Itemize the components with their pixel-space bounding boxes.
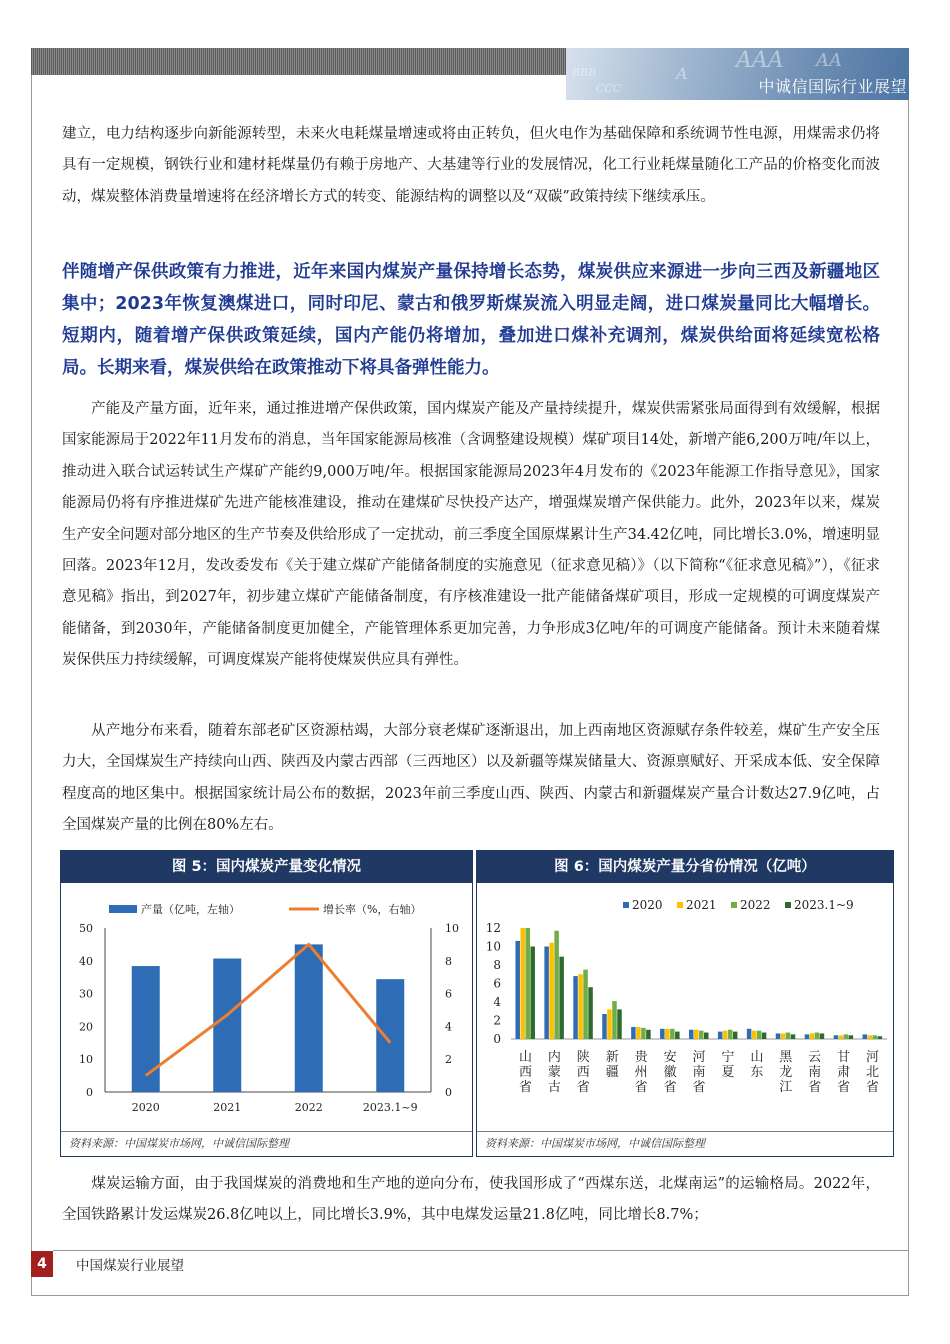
chart-6-bar — [573, 976, 578, 1039]
chart-6-legend-swatch — [623, 902, 629, 908]
chart-5-right-tick-label: 8 — [445, 954, 452, 968]
header-ghost-letter: AA — [816, 50, 842, 71]
chart-5-right-tick-label: 0 — [445, 1086, 452, 1099]
chart-6-bar — [675, 1032, 680, 1039]
chart-5-x-tick-label: 2020 — [131, 1101, 160, 1114]
chart-5-panel — [60, 850, 473, 1157]
chart-6-bar — [810, 1033, 815, 1039]
chart-6-y-tick-label: 6 — [493, 976, 501, 991]
chart-5-left-tick-label: 0 — [86, 1086, 93, 1099]
chart-6-bar — [583, 970, 588, 1039]
chart-5-bar — [213, 959, 241, 1092]
chart-6-bar — [607, 1009, 612, 1039]
header-ghost-letter: CCC — [596, 82, 622, 95]
chart-5-title: 图 5：国内煤炭产量变化情况 — [61, 851, 472, 883]
chart-5-left-tick-label: 30 — [79, 987, 93, 1001]
header-title: 中诚信国际行业展望 — [758, 77, 907, 96]
chart-6-x-tick-label: 内蒙古 — [547, 1050, 561, 1095]
chart-6-y-tick-label: 2 — [493, 1013, 501, 1028]
chart-6-x-tick-label: 陕西省 — [576, 1050, 590, 1095]
chart-6-bar — [641, 1028, 646, 1039]
chart-6-bar — [665, 1029, 670, 1039]
paragraph-transport-text: 煤炭运输方面，由于我国煤炭的消费地和生产地的逆向分布，使我国形成了“西煤东送，北煤南运”的运输格局。2022年，全国铁路累计发运煤炭26.8亿吨以上，同比增长3.9%，其中电煤发运量21.8亿吨，同比增长8.7%； — [62, 1176, 880, 1224]
paragraph-capacity-text: 产能及产量方面，近年来，通过推进增产保供政策，国内煤炭产能及产量持续提升，煤炭供需紧张局面得到有效缓解，根据国家能源局于2022年11月发布的消息，当年国家能源局核准（含调整建设规模）煤矿项目14处，新增产能6,200万吨/年以上，推动进入联合试运转试生产煤矿产能约9,000万吨/年。根据国家能源局2023年4月发布的《2023年能源工作指导意见》，国家能源局仍将有序推进煤矿先进产能核准建设，推动在建煤矿尽快投产达产，增强煤炭增产保供能力。此外，2023年以来，煤炭生产安全问题对部分地区的生产节奏及供给形成了一定扰动，前三季度全国原煤累计生产34.42亿吨，同比增长3.0%，增速明显回落。2023年12月，发改委发布《关于建立煤矿产能储备制度的实施意见（征求意见稿）》（以下简称“《征求意见稿》”），《征求意见稿》指出，到2027年，初步建立煤矿产能储备制度，有序核准建设一批产能储备煤矿项目，形成一定规模的可调度煤炭产能储备，到2030年，产能储备制度更加健全，产能管理体系更加完善，力争形成3亿吨/年的可调度产能储备。预计未来随着煤炭保供压力持续缓解，可调度煤炭产能将使煤炭供应具有弹性。 — [62, 401, 880, 669]
chart-6-bar — [805, 1034, 810, 1039]
chart-6-bar — [588, 987, 593, 1039]
chart-5-plot — [61, 884, 472, 1131]
chart-6-x-tick-label: 新疆 — [605, 1050, 619, 1080]
chart-6-bar — [786, 1033, 791, 1039]
chart-6-bar — [525, 928, 530, 1039]
chart-6-bar — [631, 1027, 636, 1039]
paragraph-transport — [62, 1169, 880, 1232]
header-ghost-letter: BBB — [572, 66, 597, 79]
chart-5-legend-bar-swatch — [109, 905, 137, 913]
chart-6-x-tick-label: 河北省 — [866, 1050, 880, 1095]
chart-6-bar — [776, 1033, 781, 1039]
chart-6-bar — [530, 947, 535, 1040]
chart-5-x-tick-label: 2022 — [294, 1101, 323, 1114]
chart-6-legend-swatch — [677, 902, 683, 908]
chart-6-bar — [834, 1035, 839, 1039]
chart-6-panel — [476, 850, 894, 1157]
page-number: 4 — [31, 1251, 53, 1277]
highlight-summary: 伴随增产保供政策有力推进，近年来国内煤炭产量保持增长态势，煤炭供应来源进一步向三西及新疆地区集中；2023年恢复澳煤进口，同时印尼、蒙古和俄罗斯煤炭流入明显走阔，进口煤炭量同比大幅增长。短期内，随着增产保供政策延续，国内产能仍将增加，叠加进口煤补充调剂，煤炭供给面将延续宽松格局。长期来看，煤炭供给在政策推动下将具备弹性能力。 — [62, 262, 880, 378]
chart-6-bar — [849, 1035, 854, 1039]
chart-6-x-tick-label: 山西省 — [518, 1050, 532, 1095]
chart-5-x-tick-label: 2023.1~9 — [362, 1101, 418, 1114]
chart-6-legend-label: 2023.1~9 — [794, 898, 854, 912]
chart-6-bar — [781, 1033, 786, 1039]
chart-6-x-tick-label: 河南省 — [692, 1050, 706, 1095]
chart-6-legend-swatch — [785, 902, 791, 908]
chart-6-legend-label: 2022 — [740, 898, 771, 912]
chart-5-right-tick-label: 2 — [445, 1053, 452, 1067]
chart-6-bar — [873, 1035, 878, 1039]
chart-6-bar — [757, 1031, 762, 1039]
chart-5-left-tick-label: 50 — [79, 922, 93, 935]
chart-6-source: 资料来源：中国煤炭市场网，中诚信国际整理 — [477, 1131, 893, 1156]
chart-6-bar — [617, 1009, 622, 1039]
chart-5-x-tick-label: 2021 — [213, 1101, 242, 1114]
chart-6-bar — [844, 1034, 849, 1039]
chart-6-bar — [660, 1029, 665, 1039]
chart-5-growth-line — [146, 944, 391, 1075]
footer-title: 中国煤炭行业展望 — [76, 1258, 184, 1274]
chart-6-x-tick-label: 宁夏 — [721, 1050, 735, 1080]
chart-5-bar — [132, 966, 160, 1092]
chart-6-x-tick-label: 安徽省 — [663, 1050, 677, 1095]
chart-6-bar — [670, 1029, 675, 1039]
chart-6-x-tick-label: 贵州省 — [634, 1050, 648, 1095]
chart-6-bar — [839, 1035, 844, 1039]
chart-6-title: 图 6：国内煤炭产量分省份情况（亿吨） — [477, 851, 893, 883]
chart-6-bar — [578, 974, 583, 1039]
chart-6-bar — [612, 1001, 617, 1039]
chart-5-left-tick-label: 20 — [79, 1020, 93, 1034]
chart-5-source: 资料来源：中国煤炭市场网，中诚信国际整理 — [61, 1131, 472, 1156]
chart-5-left-tick-label: 40 — [79, 954, 93, 968]
chart-6-legend-swatch — [731, 902, 737, 908]
header-banner — [566, 48, 909, 100]
chart-6-x-tick-label: 山东 — [750, 1050, 764, 1080]
chart-6-bar — [791, 1034, 796, 1039]
paragraph-capacity — [62, 394, 880, 677]
header-hatch-bar — [31, 48, 566, 75]
paragraph-distribution — [62, 716, 880, 842]
chart-6-y-tick-label: 10 — [485, 939, 501, 954]
chart-5-left-tick-label: 10 — [79, 1053, 93, 1067]
chart-5-right-tick-label: 6 — [445, 987, 452, 1001]
chart-5-legend-bar-label: 产量（亿吨，左轴） — [141, 903, 240, 916]
chart-6-legend-label: 2020 — [632, 898, 663, 912]
chart-6-bar — [733, 1032, 738, 1039]
chart-6-plot — [477, 884, 893, 1131]
chart-6-bar — [704, 1033, 709, 1039]
paragraph-distribution-text: 从产地分布来看，随着东部老矿区资源枯竭，大部分衰老煤矿逐渐退出，加上西南地区资源赋存条件较差，煤矿生产安全压力大，全国煤炭生产持续向山西、陕西及内蒙古西部（三西地区）以及新疆等煤炭储量大、资源禀赋好、开采成本低、安全保障程度高的地区集中。根据国家统计局公布的数据，2023年前三季度山西、陕西、内蒙古和新疆煤炭产量合计数达27.9亿吨，占全国煤炭产量的比例在80%左右。 — [62, 723, 880, 834]
paragraph-consumption: 建立，电力结构逐步向新能源转型，未来火电耗煤量增速或将由正转负，但火电作为基础保障和系统调节性电源，用煤需求仍将具有一定规模，钢铁行业和建材耗煤量仍有赖于房地产、大基建等行业的发展情况，化工行业耗煤量随化工产品的价格变化而波动，煤炭整体消费量增速将在经济增长方式的转变、能源结构的调整以及“双碳”政策持续下继续承压。 — [62, 126, 880, 205]
chart-6-y-tick-label: 4 — [493, 995, 501, 1009]
chart-6-bar — [559, 957, 564, 1039]
chart-6-y-tick-label: 0 — [493, 1032, 501, 1046]
header-ghost-letter: A — [676, 64, 688, 83]
chart-6-x-tick-label: 甘肃省 — [837, 1050, 851, 1095]
chart-6-y-tick-label: 12 — [485, 921, 501, 935]
chart-6-bar — [815, 1033, 820, 1039]
chart-6-bar — [752, 1031, 757, 1039]
chart-6-y-tick-label: 8 — [493, 958, 501, 972]
chart-6-bar — [868, 1035, 873, 1039]
chart-6-legend-label: 2021 — [686, 898, 717, 912]
chart-6-bar — [762, 1033, 767, 1039]
chart-6-bar — [544, 947, 549, 1040]
chart-6-bar — [646, 1030, 651, 1039]
chart-6-bar — [878, 1036, 883, 1039]
chart-5-right-tick-label: 10 — [445, 922, 459, 935]
chart-6-x-tick-label: 云南省 — [808, 1050, 822, 1095]
chart-6-bar — [723, 1031, 728, 1039]
chart-6-bar — [694, 1030, 699, 1039]
chart-6-bar — [554, 931, 559, 1039]
chart-6-bar — [728, 1030, 733, 1039]
footer-divider — [53, 1250, 909, 1251]
chart-6-bar — [689, 1030, 694, 1039]
chart-6-bar — [515, 941, 520, 1039]
chart-6-x-tick-label: 黑龙江 — [779, 1050, 793, 1095]
chart-5-bar — [376, 979, 404, 1092]
chart-6-bar — [747, 1029, 752, 1039]
chart-5-bar — [295, 944, 323, 1092]
chart-6-bar — [520, 928, 525, 1039]
chart-6-bar — [820, 1033, 825, 1039]
chart-6-bar — [636, 1027, 641, 1039]
chart-6-bar — [602, 1014, 607, 1039]
chart-5-legend-line-label: 增长率（%，右轴） — [323, 903, 422, 916]
header-ghost-letter: AAA — [736, 48, 784, 73]
chart-6-bar — [863, 1034, 868, 1039]
chart-6-bar — [549, 943, 554, 1039]
chart-6-bar — [699, 1031, 704, 1039]
chart-5-right-tick-label: 4 — [445, 1020, 452, 1034]
chart-6-bar — [718, 1032, 723, 1039]
